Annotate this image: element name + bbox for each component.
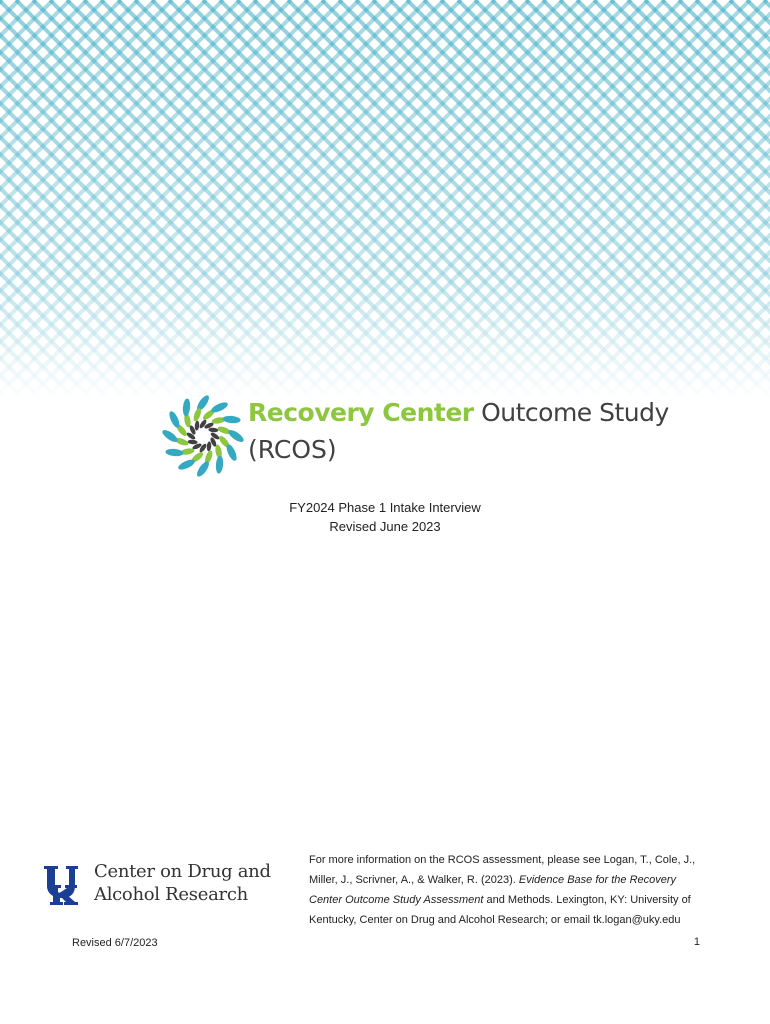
uk-logo-line1: Center on Drug and	[94, 861, 271, 882]
logo-title-rest: Outcome Study	[481, 398, 669, 427]
uk-logo-line2: Alcohol Research	[94, 884, 248, 905]
document-subtitle	[0, 498, 770, 536]
citation-text-before: For more information on the RCOS assessment, please see Logan, T., Cole, J., Miller, J., Scrivner, A., & Walker, R. (2023).	[309, 854, 696, 886]
citation-text-after: and Methods. Lexington, KY: University of Kentucky, Center on Drug and Alcohol Research; or email tk.logan@uky.edu	[309, 894, 691, 926]
flower-logo-icon	[160, 393, 246, 479]
citation-italic-title: Evidence Base for the Recovery Center Outcome Study Assessment	[309, 874, 677, 906]
header-crosshatch-graphic	[0, 0, 770, 400]
rcos-logo	[160, 393, 669, 483]
uk-logo-icon	[42, 864, 90, 906]
revised-date: Revised 6/7/2023	[72, 937, 158, 949]
subtitle-line1: FY2024 Phase 1 Intake Interview	[289, 500, 481, 515]
subtitle-line2: Revised June 2023	[329, 519, 441, 534]
page-number: 1	[693, 936, 700, 948]
logo-title	[248, 398, 669, 427]
logo-title-acronym: (RCOS)	[248, 435, 337, 464]
citation-paragraph	[309, 850, 709, 930]
logo-title-highlight: Recovery Center	[248, 398, 474, 427]
uk-cdar-logo	[42, 860, 292, 912]
uk-logo-text	[94, 860, 271, 906]
